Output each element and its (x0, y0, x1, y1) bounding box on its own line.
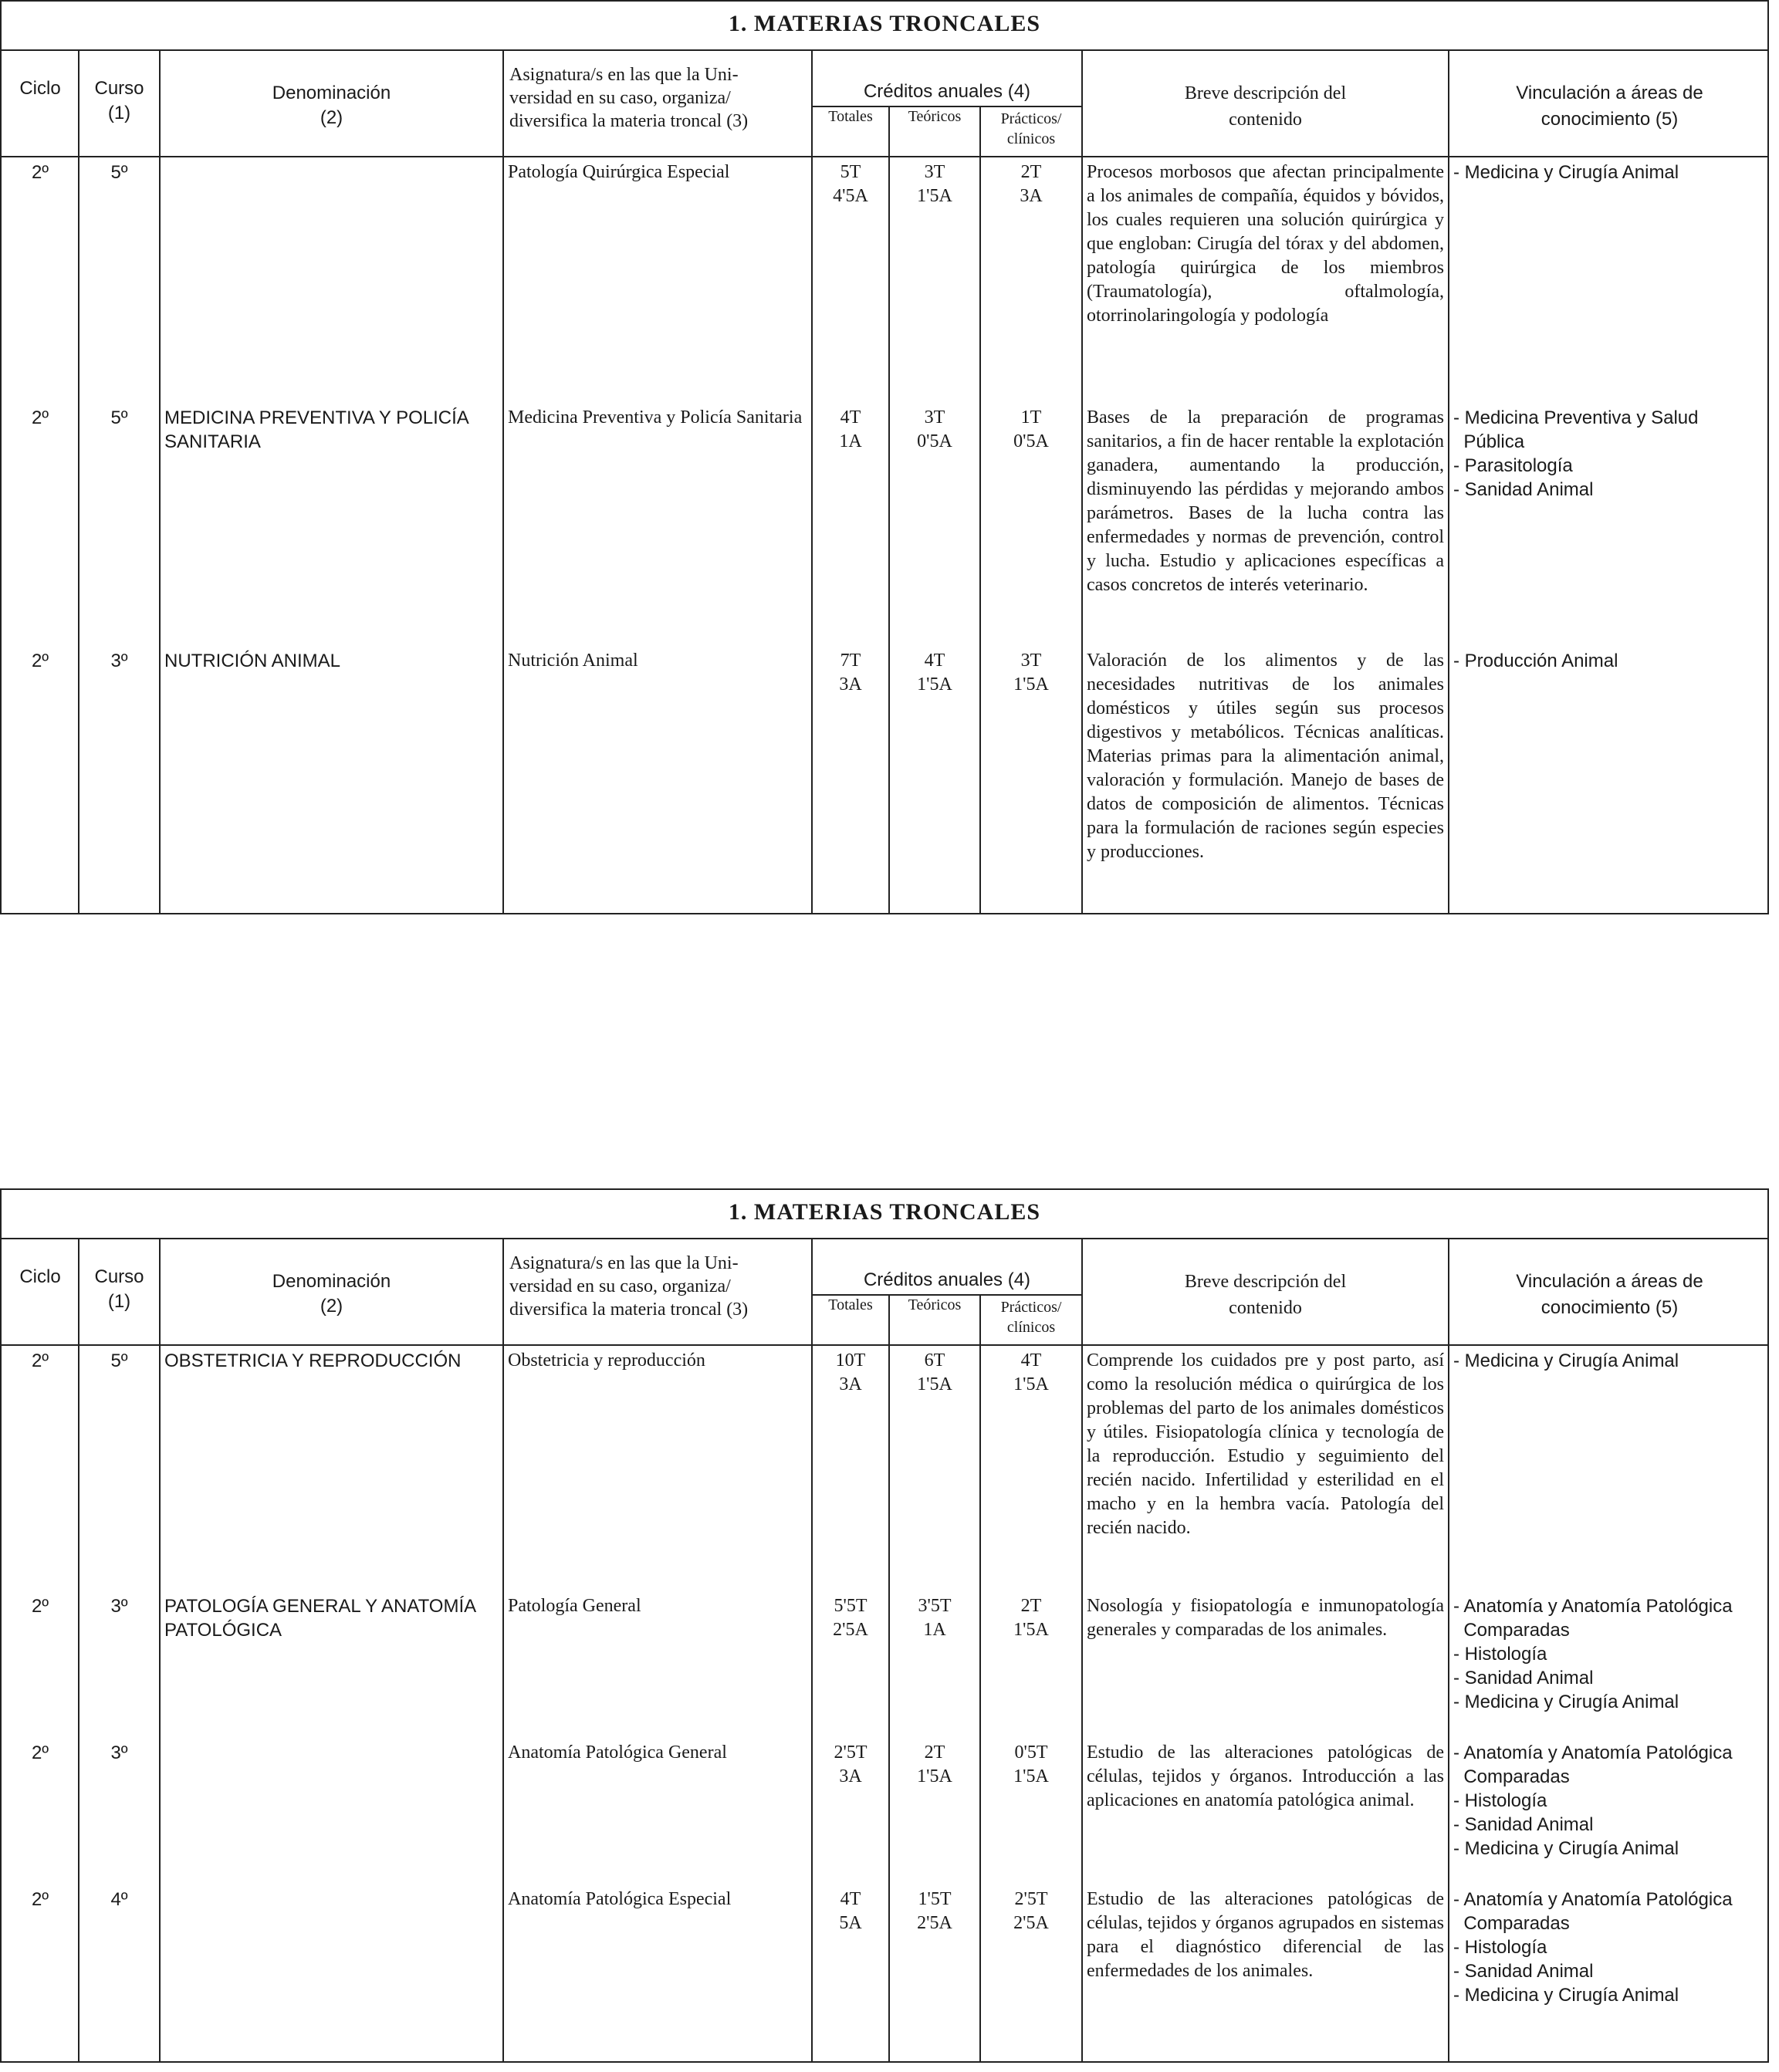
cell-areas (1453, 406, 1766, 502)
cell-practicos: 2'5T 2'5A (1013, 1889, 1049, 1933)
header-conocimiento: conocimiento (5) (1541, 1297, 1679, 1318)
column-divider (159, 49, 161, 913)
column-divider (1081, 1238, 1083, 2061)
area-item: - Medicina y Cirugía Animal (1453, 162, 1679, 183)
cell-areas (1453, 1594, 1766, 1714)
header-vinculacion: Vinculación a áreas de (1516, 1271, 1703, 1292)
cell-denominacion: PATOLOGÍA GENERAL Y ANATOMÍA PATOLÓGICA (164, 1596, 475, 1641)
area-item: - Parasitología (1453, 455, 1573, 476)
header-asignatura-line: diversifica la materia troncal (3) (509, 111, 749, 131)
cell-practicos: 0'5T 1'5A (1013, 1742, 1049, 1786)
cell-areas (1453, 1349, 1766, 1373)
column-divider (502, 1238, 504, 2061)
cell-areas (1453, 1888, 1766, 2007)
header-asignatura-line: diversifica la materia troncal (3) (509, 1300, 749, 1320)
table-title: 1. MATERIAS TRONCALES (2, 2, 1767, 51)
area-item: Comparadas (1453, 1913, 1570, 1934)
cell-descripcion: Procesos morbosos que afectan principalmente a los animales de compañía, équidos y bóvidos, los cuales requieren una solución quirúrgica y que engloban: Cirugía del tórax y del abdomen, patología quirúrgica de los miembros (Traumatología), oftalmología, otorrinolaringología y podología (1087, 162, 1444, 326)
area-item: - Medicina y Cirugía Animal (1453, 1692, 1679, 1712)
header-denominacion-note: (2) (320, 107, 343, 128)
cell-ciclo: 2º (31, 162, 49, 183)
cell-totales: 4T 5A (839, 1889, 862, 1933)
cell-asignatura: Anatomía Patológica General (508, 1742, 727, 1763)
cell-curso: 5º (110, 162, 128, 183)
header-vinculacion: Vinculación a áreas de (1516, 83, 1703, 103)
header-asignatura-line: Asignatura/s en las que la Uni- (509, 65, 739, 85)
column-divider (1448, 1238, 1449, 2061)
cell-descripcion: Bases de la preparación de programas sanitarios, a fin de hacer rentable la explotación ganadera, aumentando la producción, disminuyendo las pérdidas y mejorando ambos parámetros. Bases de la lucha contra las enfermedades y normas de prevención, control y lucha. Estudio y aplicaciones específicas a casos concretos de interés veterinario. (1087, 407, 1444, 595)
header-creditos: Créditos anuales (4) (863, 1269, 1031, 1290)
cell-descripcion: Valoración de los alimentos y de las necesidades nutritivas de los animales domésticos y útiles según sus procesos digestivos y metabólicos. Técnicas analíticas. Materias primas para la alimentación animal, valoración y formulación. Manejo de bases de datos de composición de alimentos. Técnicas para la formulación de raciones según especies y producciones. (1087, 651, 1444, 862)
header-totales: Totales (828, 1296, 873, 1313)
header-curso: Curso (94, 1266, 144, 1287)
header-teoricos: Teóricos (908, 1296, 962, 1313)
header-descripcion: Breve descripción del (1184, 1272, 1347, 1292)
area-item: Comparadas (1453, 1620, 1570, 1641)
area-item: - Histología (1453, 1937, 1547, 1958)
cell-asignatura: Medicina Preventiva y Policía Sanitaria (508, 407, 803, 428)
area-item: Comparadas (1453, 1766, 1570, 1787)
area-item: - Anatomía y Anatomía Patológica (1453, 1596, 1733, 1617)
area-item: - Medicina y Cirugía Animal (1453, 1838, 1679, 1859)
cell-asignatura: Anatomía Patológica Especial (508, 1889, 732, 1909)
cell-descripcion: Comprende los cuidados pre y post parto, así como la resolución médica o quirúrgica de los problemas del parto de los animales domésticos y útiles. Fisiopatología clínica y tecnología de la reproducción. Estudio y seguimiento del recién nacido. Infertilidad y esterilidad en el macho y en la hembra vacía. Patología del recién nacido. (1087, 1350, 1444, 1538)
cell-ciclo: 2º (31, 1350, 49, 1371)
column-divider (888, 1296, 890, 2061)
area-item: - Medicina y Cirugía Animal (1453, 1350, 1679, 1371)
cell-asignatura: Nutrición Animal (508, 651, 638, 671)
cell-totales: 5T 4'5A (833, 162, 868, 206)
header-totales: Totales (828, 108, 873, 125)
area-item: - Anatomía y Anatomía Patológica (1453, 1889, 1733, 1910)
header-creditos: Créditos anuales (4) (863, 81, 1031, 102)
area-item: - Producción Animal (1453, 651, 1618, 671)
cell-teoricos: 2T 1'5A (917, 1742, 952, 1786)
area-item: - Histología (1453, 1790, 1547, 1811)
cell-curso: 3º (110, 1742, 128, 1763)
cell-descripcion: Estudio de las alteraciones patológicas de células, tejidos y órganos. Introducción a las aplicaciones en anatomía patológica animal. (1087, 1742, 1444, 1810)
area-item: Pública (1453, 431, 1525, 452)
header-curso: Curso (94, 78, 144, 99)
area-item: - Sanidad Animal (1453, 1961, 1594, 1982)
cell-descripcion: Nosología y fisiopatología e inmunopatología generales y comparadas de los animales. (1087, 1596, 1444, 1640)
cell-descripcion: Estudio de las alteraciones patológicas de células, tejidos y órganos agrupados en sistemas para el diagnóstico diferencial de las enfermedades de los animales. (1087, 1889, 1444, 1981)
cell-practicos: 3T 1'5A (1013, 651, 1049, 695)
cell-curso: 4º (110, 1889, 128, 1910)
header-divider (2, 1344, 1767, 1346)
column-divider (1448, 49, 1449, 913)
area-item: - Histología (1453, 1644, 1547, 1665)
column-divider (979, 107, 981, 913)
column-divider (78, 1238, 79, 2061)
cell-areas (1453, 1741, 1766, 1861)
area-item: - Sanidad Animal (1453, 1668, 1594, 1688)
header-conocimiento: conocimiento (5) (1541, 109, 1679, 130)
cell-teoricos: 1'5T 2'5A (917, 1889, 952, 1933)
cell-ciclo: 2º (31, 651, 49, 671)
cell-denominacion: OBSTETRICIA Y REPRODUCCIÓN (164, 1350, 462, 1371)
header-contenido: contenido (1229, 1298, 1302, 1318)
header-asignatura-line: Asignatura/s en las que la Uni- (509, 1253, 739, 1273)
cell-ciclo: 2º (31, 1596, 49, 1617)
cell-curso: 5º (110, 1350, 128, 1371)
cell-asignatura: Obstetricia y reproducción (508, 1350, 705, 1371)
cell-asignatura: Patología Quirúrgica Especial (508, 162, 730, 182)
cell-teoricos: 6T 1'5A (917, 1350, 952, 1394)
cell-teoricos: 3'5T 1A (918, 1596, 952, 1640)
header-clinicos: clínicos (1006, 1319, 1056, 1336)
area-item: - Sanidad Animal (1453, 479, 1594, 500)
cell-ciclo: 2º (31, 407, 49, 428)
creditos-divider (812, 106, 1082, 107)
header-denominacion: Denominación (272, 83, 391, 103)
cell-totales: 2'5T 3A (834, 1742, 868, 1786)
column-divider (78, 49, 79, 913)
area-item: - Medicina y Cirugía Animal (1453, 1985, 1679, 2006)
header-contenido: contenido (1229, 110, 1302, 130)
area-item: - Anatomía y Anatomía Patológica (1453, 1742, 1733, 1763)
header-practicos: Prácticos/ (1000, 1299, 1062, 1316)
header-ciclo: Ciclo (19, 78, 61, 99)
cell-practicos: 2T 1'5A (1013, 1596, 1049, 1640)
table-title: 1. MATERIAS TRONCALES (2, 1190, 1767, 1239)
cell-denominacion: MEDICINA PREVENTIVA Y POLICÍA SANITARIA (164, 407, 468, 452)
cell-totales: 4T 1A (839, 407, 862, 451)
header-clinicos: clínicos (1006, 130, 1056, 147)
header-descripcion: Breve descripción del (1184, 83, 1347, 103)
cell-curso: 5º (110, 407, 128, 428)
materias-troncales-table-2 (0, 1188, 1769, 2063)
cell-asignatura: Patología General (508, 1596, 641, 1616)
column-divider (811, 1238, 813, 2061)
column-divider (888, 107, 890, 913)
cell-totales: 5'5T 2'5A (833, 1596, 868, 1640)
cell-ciclo: 2º (31, 1742, 49, 1763)
column-divider (1081, 49, 1083, 913)
header-asignatura-line: versidad en su caso, organiza/ (509, 88, 731, 108)
header-curso-note: (1) (107, 103, 131, 123)
header-denominacion-note: (2) (320, 1296, 343, 1317)
column-divider (159, 1238, 161, 2061)
column-divider (979, 1296, 981, 2061)
cell-practicos: 2T 3A (1020, 162, 1043, 206)
cell-areas (1453, 161, 1766, 184)
cell-totales: 10T 3A (835, 1350, 866, 1394)
header-divider (2, 156, 1767, 157)
cell-totales: 7T 3A (839, 651, 862, 695)
cell-practicos: 1T 0'5A (1013, 407, 1049, 451)
area-item: - Medicina Preventiva y Salud (1453, 407, 1699, 428)
header-teoricos: Teóricos (908, 108, 962, 125)
cell-curso: 3º (110, 651, 128, 671)
cell-teoricos: 3T 0'5A (917, 407, 952, 451)
cell-ciclo: 2º (31, 1889, 49, 1910)
cell-denominacion: NUTRICIÓN ANIMAL (164, 651, 341, 671)
creditos-divider (812, 1294, 1082, 1296)
cell-curso: 3º (110, 1596, 128, 1617)
cell-areas (1453, 649, 1766, 673)
area-item: - Sanidad Animal (1453, 1814, 1594, 1835)
header-asignatura-line: versidad en su caso, organiza/ (509, 1276, 731, 1296)
header-practicos: Prácticos/ (1000, 110, 1062, 127)
cell-teoricos: 4T 1'5A (917, 651, 952, 695)
header-curso-note: (1) (107, 1291, 131, 1312)
cell-practicos: 4T 1'5A (1013, 1350, 1049, 1394)
header-ciclo: Ciclo (19, 1266, 61, 1287)
header-denominacion: Denominación (272, 1271, 391, 1292)
column-divider (811, 49, 813, 913)
materias-troncales-table-1 (0, 0, 1769, 914)
cell-teoricos: 3T 1'5A (917, 162, 952, 206)
column-divider (502, 49, 504, 913)
